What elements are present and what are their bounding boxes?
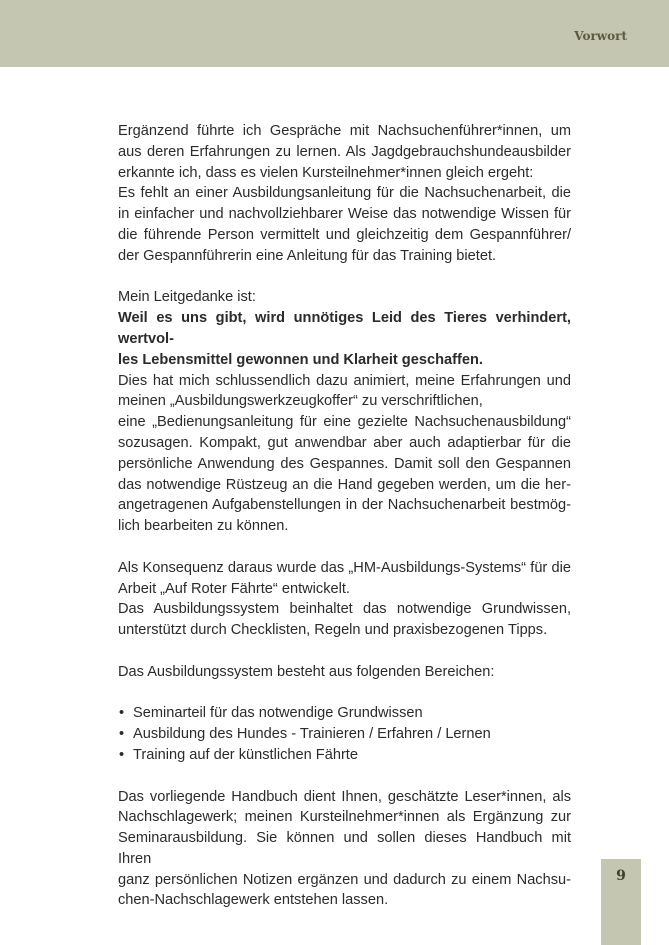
text-line: der Gespannführerin eine Anleitung für das Training bietet. — [118, 247, 497, 264]
text-line: aus deren Erfahrungen zu lernen. Als Jagdgebrauchshundeausbilder — [118, 143, 571, 160]
text-line: die führende Person vermittelt und gleichzeitig dem Gespannführer/ — [118, 226, 571, 243]
text-line: chen-Nachschlagewerk entstehen lassen. — [118, 892, 389, 909]
text-line: Das Ausbildungssystem besteht aus folgenden Bereichen: — [118, 663, 495, 680]
text-line: Mein Leitgedanke ist: — [118, 289, 256, 306]
text-line: meinen „Ausbildungswerkzeugkoffer“ zu verschriftlichen, — [118, 393, 483, 410]
page-number: 9 — [616, 868, 626, 884]
text-line: unterstützt durch Checklisten, Regeln und praxisbezogenen Tipps. — [118, 622, 548, 639]
text-line: das notwendige Rüstzeug an die Hand gegeben werden, um die her- — [118, 476, 571, 493]
text-line: persönliche Anwendung des Gespannes. Damit soll den Gespannen — [118, 455, 571, 472]
text-line: eine „Bedienungsanleitung für eine gezielte Nachsuchenausbildung“ — [118, 414, 571, 431]
text-line: Es fehlt an einer Ausbildungsanleitung für die Nachsuchenarbeit, die — [118, 185, 571, 202]
text-line: Seminarausbildung. Sie können und sollen dieses Handbuch mit Ihren — [118, 830, 571, 867]
bullet-icon: • — [119, 726, 125, 743]
text-line: lich bearbeiten zu können. — [118, 518, 289, 535]
text-line: Das Ausbildungssystem beinhaltet das notwendige Grundwissen, — [118, 601, 571, 618]
list-item-text: Ausbildung des Hundes - Trainieren / Erfahren / Lernen — [133, 726, 491, 743]
text-line: Dies hat mich schlussendlich dazu animiert, meine Erfahrungen und — [118, 372, 571, 389]
section-title: Vorwort — [574, 29, 627, 43]
text-line: Das vorliegende Handbuch dient Ihnen, geschätzte Leser*innen, als — [118, 788, 571, 805]
bold-statement: les Lebensmittel gewonnen und Klarheit geschaffen. — [118, 351, 483, 368]
text-line: ganz persönlichen Notizen ergänzen und dadurch zu einem Nachsu- — [118, 871, 571, 888]
bold-statement: Weil es uns gibt, wird unnötiges Leid des Tieres verhindert, wertvol- — [118, 310, 571, 347]
text-line: Als Konsequenz daraus wurde das „HM-Ausbildungs-Systems“ für die — [118, 559, 571, 576]
body-text — [118, 121, 571, 911]
text-line: erkannte ich, dass es vielen Kursteilnehmer*innen gleich ergeht: — [118, 164, 534, 181]
page-number-tab — [601, 859, 641, 945]
text-line: Ergänzend führte ich Gespräche mit Nachsuchenführer*innen, um — [118, 123, 571, 139]
list-item — [118, 724, 571, 745]
text-line: Nachschlagewerk; meinen Kursteilnehmer*innen als Ergänzung zur — [118, 809, 571, 826]
text-line: in einfacher und nachvollziehbarer Weise das notwendige Wissen für — [118, 206, 571, 223]
list-item — [118, 745, 571, 766]
list-item-text: Training auf der künstlichen Fährte — [133, 746, 358, 763]
list-item — [118, 703, 571, 724]
text-line: sozusagen. Kompakt, gut anwendbar aber auch adaptierbar für die — [118, 434, 571, 451]
bullet-icon: • — [119, 746, 125, 763]
bullet-icon: • — [119, 705, 125, 722]
bullet-list — [118, 703, 571, 765]
list-item-text: Seminarteil für das notwendige Grundwissen — [133, 705, 423, 722]
text-line: angetragenen Aufgabenstellungen in der Nachsuchenarbeit bestmög- — [118, 497, 571, 514]
text-line: Arbeit „Auf Roter Fährte“ entwickelt. — [118, 580, 350, 597]
header-band — [0, 0, 669, 67]
